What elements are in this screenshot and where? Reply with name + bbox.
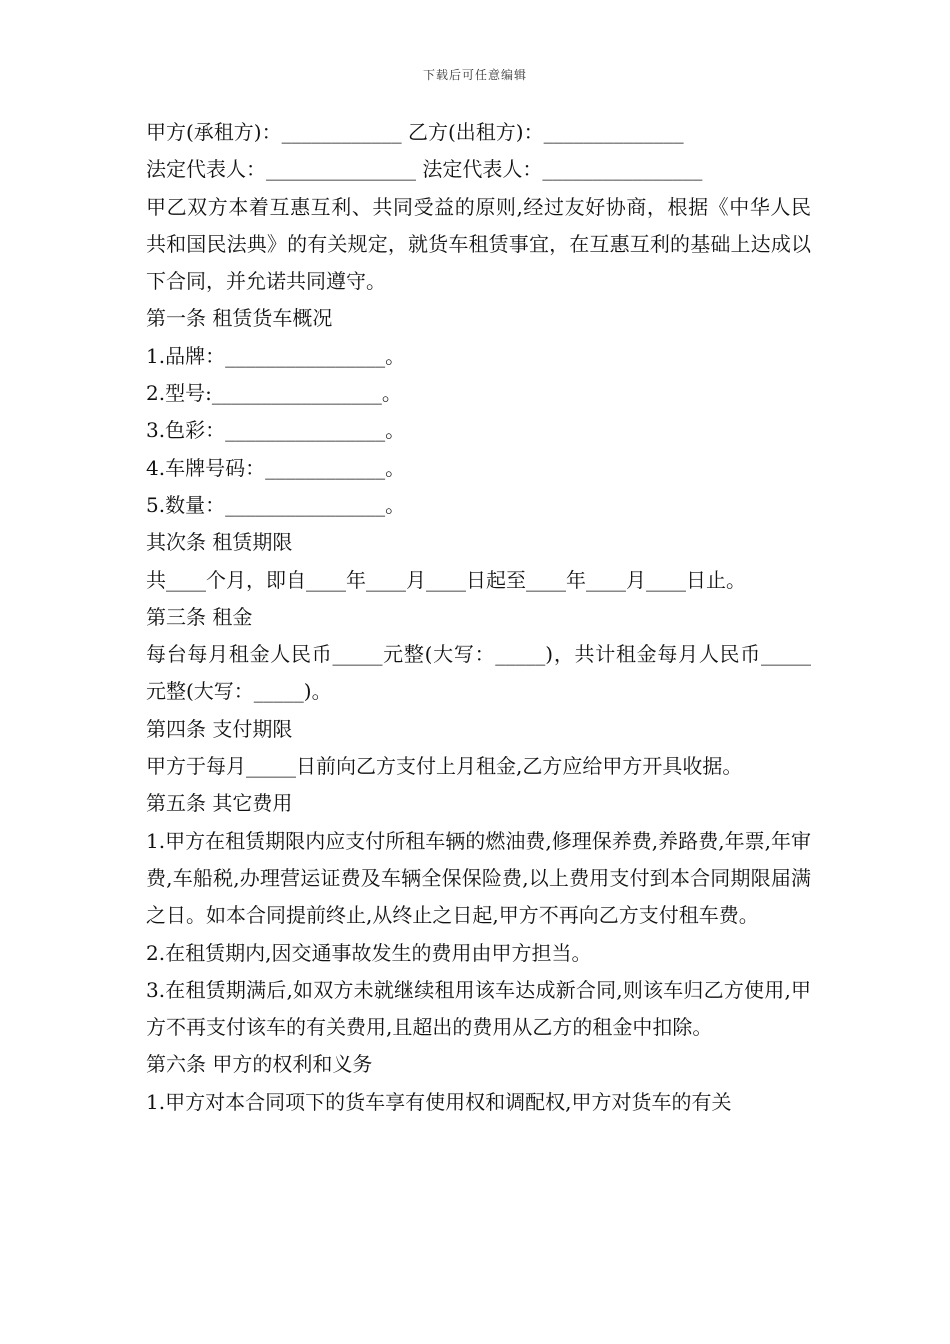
rent-paragraph: 每台每月租金人民币_____元整(大写：_____)，共计租金每月人民币_____元整(大写：_____)。 [146, 642, 811, 704]
party-a-b-line: 甲方(承租方)：____________ 乙方(出租方)：______________ [146, 120, 684, 144]
other-fees-item-2: 2.在租赁期内,因交通事故发生的费用由甲方担当。 [146, 940, 592, 965]
article-3-heading: 第三条 租金 [146, 604, 253, 629]
brand-line: 1.品牌：________________。 [146, 343, 406, 368]
payment-term-line: 甲方于每月_____日前向乙方支付上月租金,乙方应给甲方开具收据。 [146, 754, 743, 779]
color-line: 3.色彩：________________。 [146, 418, 406, 443]
header-note: 下载后可任意编辑 [422, 68, 527, 82]
legal-representative-line: 法定代表人：_______________ 法定代表人：________________ [146, 157, 703, 182]
other-fees-item-1: 1.甲方在租赁期限内应支付所租车辆的燃油费,修理保养费,养路费,年票,年审费,车船税,办理营运证费及车辆全保保险费,以上费用支付到本合同期限届满之日。如本合同提前终止,从终止之日起,甲方不再向乙方支付租车费。 [146, 828, 811, 928]
model-line: 2.型号:_________________。 [146, 381, 402, 406]
article-4-heading: 第四条 支付期限 [146, 716, 293, 741]
article-1-heading: 第一条 租赁货车概况 [146, 306, 333, 331]
quantity-line: 5.数量：________________。 [146, 492, 406, 517]
document-body [146, 114, 811, 1121]
lease-term-line: 共____个月，即自____年____月____日起至____年____月____日止。 [146, 567, 746, 592]
article-5-heading: 第五条 其它费用 [146, 791, 293, 816]
preamble-paragraph: 甲乙双方本着互惠互利、共同受益的原则,经过友好协商，根据《中华人民共和国民法典》的有关规定，就货车租赁事宜，在互惠互利的基础上达成以下合同，并允诺共同遵守。 [146, 194, 811, 294]
other-fees-item-3: 3.在租赁期满后,如双方未就继续租用该车达成新合同,则该车归乙方使用,甲方不再支付该车的有关费用,且超出的费用从乙方的租金中扣除。 [146, 977, 811, 1040]
article-6-heading: 第六条 甲方的权利和义务 [146, 1052, 373, 1077]
plate-number-line: 4.车牌号码：____________。 [146, 455, 406, 480]
article-2-heading: 其次条 租赁期限 [146, 530, 293, 555]
rights-item-1: 1.甲方对本合同项下的货车享有使用权和调配权,甲方对货车的有关 [146, 1089, 732, 1114]
